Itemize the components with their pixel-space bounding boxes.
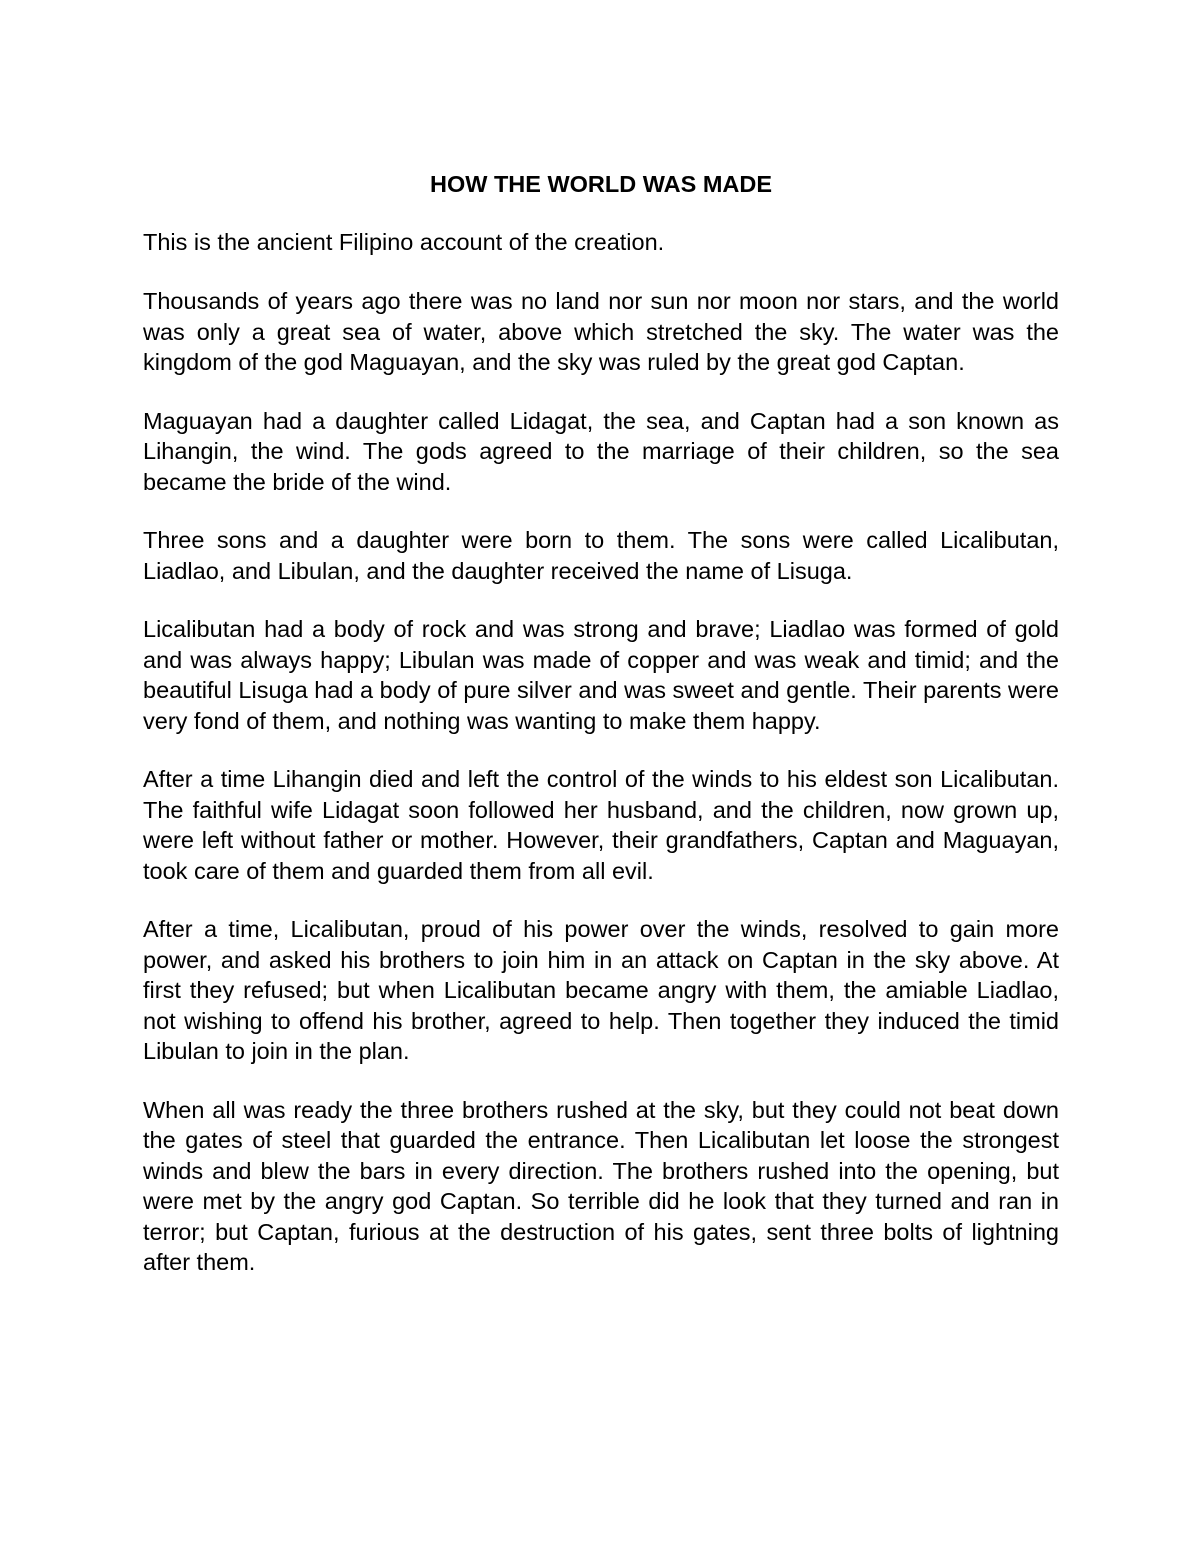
paragraph-1: Thousands of years ago there was no land nor sun nor moon nor stars, and the world was only a great sea of water, above which stretched the sky. The water was the kingdom of the god Maguayan, and the sky was ruled by the great god Captan. [143, 288, 1059, 375]
document-body [143, 167, 1059, 1278]
intro-line: This is the ancient Filipino account of the creation. [143, 228, 665, 255]
paragraph-5: After a time Lihangin died and left the control of the winds to his eldest son Licalibutan. The faithful wife Lidagat soon followed her husband, and the children, now grown up, were left without father or mother. However, their grandfathers, Captan and Maguayan, took care of them and guarded them from all evil. [143, 766, 1059, 884]
document-title: HOW THE WORLD WAS MADE [429, 171, 773, 197]
paragraph-3: Three sons and a daughter were born to them. The sons were called Licalibutan, Liadlao, and Libulan, and the daughter received the name of Lisuga. [143, 527, 1059, 584]
paragraph-4: Licalibutan had a body of rock and was strong and brave; Liadlao was formed of gold and was always happy; Libulan was made of copper and was weak and timid; and the beautiful Lisuga had a body of pure silver and was sweet and gentle. Their parents were very fond of them, and nothing was wanting to make them happy. [143, 616, 1059, 734]
paragraph-6: After a time, Licalibutan, proud of his power over the winds, resolved to gain more power, and asked his brothers to join him in an attack on Captan in the sky above. At first they refused; but when Licalibutan became angry with them, the amiable Liadlao, not wishing to offend his brother, agreed to help. Then together they induced the timid Libulan to join in the plan. [143, 916, 1059, 1064]
paragraph-2: Maguayan had a daughter called Lidagat, the sea, and Captan had a son known as Lihangin, the wind. The gods agreed to the marriage of their children, so the sea became the bride of the wind. [143, 407, 1059, 495]
paragraph-7: When all was ready the three brothers rushed at the sky, but they could not beat down the gates of steel that guarded the entrance. Then Licalibutan let loose the strongest winds and blew the bars in every direction. The brothers rushed into the opening, but were met by the angry god Captan. So terrible did he look that they turned and ran in terror; but Captan, furious at the destruction of his gates, sent three bolts of lightning after them. [143, 1096, 1059, 1275]
